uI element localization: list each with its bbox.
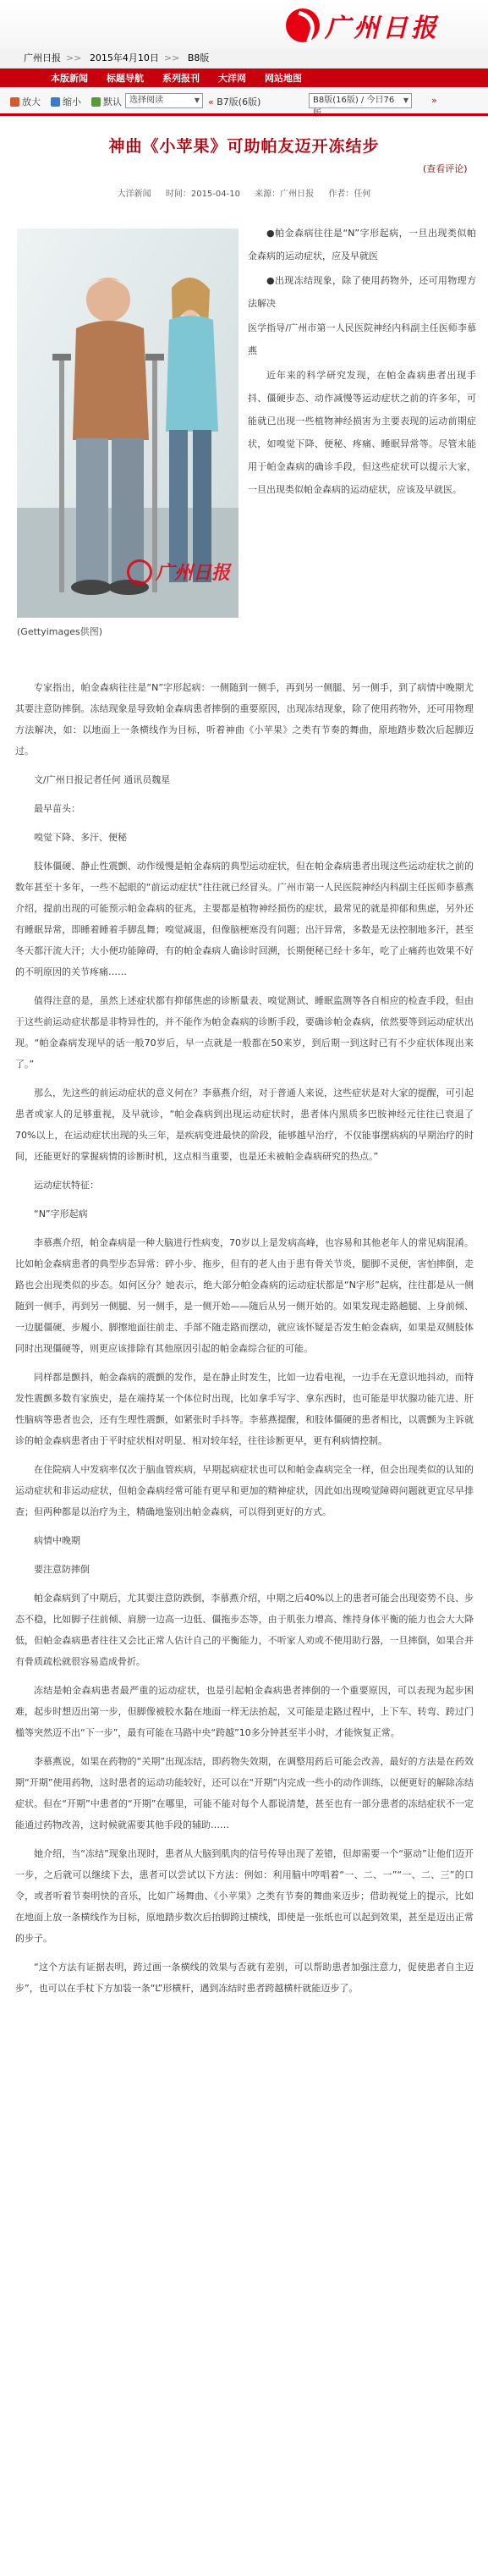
view-comment-link[interactable]: (查看评论) [423, 163, 468, 174]
meta-from: 来源：广州日报 [255, 190, 315, 199]
default-size-button[interactable]: 默认 [91, 95, 122, 108]
body-paragraph: 帕金森病到了中期后，尤其要注意防跌倒，李慕燕介绍，中期之后40%以上的患者可能会出现姿势不良、步态不稳，比如脚子往前倾、肩膀一边高一边低、僵拖步态等，由于肌张力增高、维持身体平衡的能力也会大大降低，但帕金森病患者往往又会比正常人估计自己的平衡能力，不听家人劝或不使用助行器，一旦摔倒，如果合并有骨质疏松就很容易造成骨折。 [15, 1593, 474, 1667]
masthead [0, 0, 488, 51]
article-meta [0, 186, 488, 199]
reset-icon [91, 97, 101, 107]
expert-credit: 医学指导/广州市第一人民医院神经内科副主任医师李慕燕 [248, 322, 476, 356]
watermark-logo-icon [127, 559, 152, 585]
section-subheading: 要注意防摔倒 [34, 1564, 90, 1575]
nav-page-news[interactable]: 本版新闻 [51, 73, 88, 84]
nav-title-guide[interactable]: 标题导航 [107, 73, 144, 84]
watermark-text: 广州日报 [156, 562, 231, 584]
zoom-in-icon [10, 97, 19, 107]
body-paragraph: 肢体僵硬、静止性震颤、动作缓慢是帕金森病的典型运动症状，但在帕金森病患者出现这些运动症状之前的数年甚至十多年，一些不起眼的“前运动症状”往往就已经冒头。广州市第一人民医院神经内科副主任医师李慕燕介绍，提前出现的可能预示帕金森病的征兆，主要都是植物神经损伤的症状，最常见的就是抑郁和焦虑，另外还有睡眠异常，即睡着睡着手脚乱舞；嗅觉减退，但像脑梗塞没有问题；出汗异常，多数是无法控制地多汗，甚至冬天都汗流大汗；大小便功能障碍，有的帕金森病人确诊时回溯，长期便秘已经十多年，吃了止痛药也效果不好的不明原因的关节疼痛…… [15, 861, 474, 977]
photo-watermark [127, 559, 230, 585]
next-page-icon[interactable]: » [431, 95, 437, 106]
body-paragraph: 那么，先这些的前运动症状的意义何在？李慕燕介绍，对于普通人来说，这些症状是对大家的提醒，可引起患者或家人的足够重视，及早就诊，“帕金森病到出现运动症状时，患者体内黑质多巴胺神经元往往已衰退了70%以上，在运动症状出现的头三年，是疾病变进最快的阶段，能够越早治疗，不仅能事摆病病的早期治疗的时间，还能更好的掌握病情的诊断时机，这点相当重要，也是还未被帕金森病研究的热点。” [15, 1087, 474, 1162]
reporter-credit: 文/广州日报记者任何 通讯员魏星 [34, 774, 171, 785]
enlarge-button[interactable]: 放大 [10, 95, 41, 108]
nav-dayoo[interactable]: 大洋网 [218, 73, 246, 84]
prev-page-link[interactable]: « B7版(6版) [208, 96, 261, 107]
toolbar-divider [0, 113, 488, 116]
top-nav [0, 69, 488, 87]
logo-mark-icon [286, 8, 320, 42]
breadcrumb-newspaper[interactable]: 广州日报 [24, 52, 61, 63]
body-paragraph: 同样都是颤抖，帕金森病的震颤的发作，是在静止时发生，比如一边看电视，一边手在无意识地抖动，而特发性震颤多数有家族史，是在端持某一个体位时出现，比如拿手写字、拿东西时，也可能是甲状腺功能亢进、肝性脑病等患者也会，还有生理性震颤，如紧张时手抖等。李慕燕提醒，和肢体僵硬的患者相比，以震颤为主诉就诊的帕金森病患者由于平时症状相对明显、相对较年轻，往往诊断更早，更有利病情控制。 [15, 1372, 474, 1446]
meta-time: 时间：2015-04-10 [165, 190, 240, 199]
prev-arrow-icon: « [208, 96, 214, 107]
section-subheading: “N”字形起病 [34, 1208, 88, 1219]
body-paragraph: 在住院病人中发病率仅次于脑血管疾病，早期起病症状也可以和帕金森病完全一样，但会出现类似的认知的运动症状和非运动症状，但帕金森病经常可能有更早和更加的精神症状，因此如出现嗅觉障碍问题就更宜尽早排查；但两种都是以治疗为主，精确地鉴别出帕金森病，可以得到更好的方式。 [15, 1464, 474, 1517]
nav-sitemap[interactable]: 网站地图 [265, 73, 302, 84]
section-heading: 最早苗头： [34, 803, 80, 814]
breadcrumb-date[interactable]: 2015年4月10日 [89, 52, 159, 63]
read-select[interactable]: 选择阅读 ▼ [125, 93, 203, 108]
intro-paragraph: 近年来的科学研究发现，在帕金森病患者出现手抖、僵硬步态、动作减慢等运动症状之前的许多年，可能就已出现一些植物神经损害为主要表现的运动前期症状，如嗅觉下降、便秘、疼痛、睡眠异常等。尽管未能用于帕金森病的确诊手段，但这些症状可以提示大家，一旦出现类似帕金森病的运动症状，应该及早就医。 [248, 370, 476, 495]
article-body [15, 677, 474, 1999]
side-summary [248, 222, 476, 501]
meta-author: 任何 [354, 190, 371, 199]
summary-point: ●出现冻结现象，除了使用药物外，还可用物理方法解决 [248, 275, 476, 309]
reader-toolbar [0, 88, 488, 114]
body-paragraph: 值得注意的是，虽然上述症状都有抑郁焦虑的诊断量表、嗅觉测试、睡眠监测等各自相应的检查手段，但由于这些前运动症状都是非特异性的，并不能作为帕金森病的诊断手段，要确诊帕金森病，依然要等到运动症状出现。“帕金森病发现早的话一般70岁后，早一点就是一般都在50来岁，到后期一到这时已有不少症状体现出来了。” [15, 995, 474, 1070]
photo-caption: (Gettyimages供图) [17, 626, 103, 637]
section-heading: 病情中晚期 [34, 1535, 80, 1546]
meta-source: 大洋新闻 [117, 190, 151, 199]
breadcrumb [0, 49, 488, 69]
newspaper-logo[interactable] [286, 7, 440, 44]
meta-author-label: 作者： [328, 190, 354, 199]
page-select[interactable]: B8版(16版) / 今日76 ▼ [309, 93, 412, 108]
logo-text: 广州日报 [325, 14, 440, 43]
summary-point: ●帕金森病往往是“N”字形起病，一旦出现类似帕金森病的运动症状，应及早就医 [248, 228, 476, 261]
section-heading: 运动症状特征： [34, 1180, 99, 1191]
section-subheading: 嗅觉下降、多汗、便秘 [34, 832, 127, 843]
zoom-out-icon [51, 97, 60, 107]
nav-series[interactable]: 系列报刊 [162, 73, 200, 84]
body-paragraph: 李慕燕介绍，帕金森病是一种大脑进行性病变，70岁以上是发病高峰，也容易和其他老年人的常见病混淆。比如帕金森病患者的典型步态异常：碎小步、拖步，但有的老人由于患有骨关节炎，腿脚不灵便，害怕摔倒，走路也会出现类似的步态。如何区分？她表示，绝大部分帕金森病的运动症状都是“N字形”起病，往往都是从一侧随到一侧手，再到另一侧腿、另一侧手，是一侧开始——随后从另一侧开始的。如果发现走路趟腿、上身前倾、一边腿僵硬、步履小、脚擦地面往前走、手部不随走路而摆动，就应该怀疑是否发生帕金森病，如果是双侧肢体同时出现僵硬等，则更应该排除有其他原因引起的帕金森综合征的可能。 [15, 1237, 474, 1354]
breadcrumb-sep-icon: >> [163, 52, 180, 63]
breadcrumb-sep-icon: >> [66, 52, 82, 63]
body-paragraph: “这个方法有证据表明，跨过画一条横线的效果与否就有差别，可以帮助患者加强注意力，促使患者自主迈步”，也可以在手杖下方加装一条“L”形横杆，遇到冻结时患者跨越横杆就能迈步了。 [15, 1962, 474, 1994]
article-title: 神曲《小苹果》可助帕友迈开冻结步 [108, 137, 380, 156]
breadcrumb-page[interactable]: B8版 [187, 52, 210, 63]
body-paragraph: 冻结是帕金森病患者最严重的运动症状，也是引起帕金森病患者摔倒的一个重要原因，可以表现为起步困难，起步时想迈出第一步，但脚像被胶水黏在地面一样无法抬起，又可能是走路过程中，上下车、转弯、跨过门槛等突然迈不出“下一步”，最有可能在马路中央“跨越”10多分钟甚至半小时，才能恢复正常。 [15, 1685, 474, 1738]
shrink-button[interactable]: 缩小 [51, 95, 81, 108]
body-paragraph: 李慕燕说，如果在药物的“关期”出现冻结，即药物失效期，在调整用药后可能会改善，最好的方法是在药效期“开期”使用药物，这时患者的运动功能较好，还可以在“开期”内完成一些小的动作训练，以便更好的解除冻结症状。但在“开期”中患者的“开期”在哪里，可能不能对每个人都说清楚，甚至也有一部分患者的冻结症状不一定能通过药物改善，这时候就需要其他手段的辅助…… [15, 1756, 474, 1830]
body-paragraph: 她介绍，当“冻结”现象出现时，患者从大脑到肌肉的信号传导出现了差错，但却需要一个“驱动”让他们迈开一步，之后就可以继续下去，患者可以尝试以下方法：例如：利用脑中哼唱着“一、二、一”“一、二、三”的口令，或者听着节奏明快的音乐，比如广场舞曲、《小苹果》之类有节奏的舞曲来迈步；借助视觉上的提示，比如在地面上放一条横线作为目标，原地踏步数次后抬脚跨过横线，即使是一张纸也可以起到效果，甚至是迈出正常的步子。 [15, 1848, 474, 1944]
body-paragraph: 专家指出，帕金森病往往是“N”字形起病：一侧随到一侧手，再到另一侧腿、另一侧手，到了病情中晚期尤其要注意防摔倒。冻结现象是导致帕金森病患者摔倒的重要原因，出现冻结现象，除了使用药物外，还可用物理方法解决，如：以地面上一条横线作为目标，听着神曲《小苹果》之类有节奏的舞曲，原地踏步数次后起脚迈过。 [15, 682, 474, 757]
